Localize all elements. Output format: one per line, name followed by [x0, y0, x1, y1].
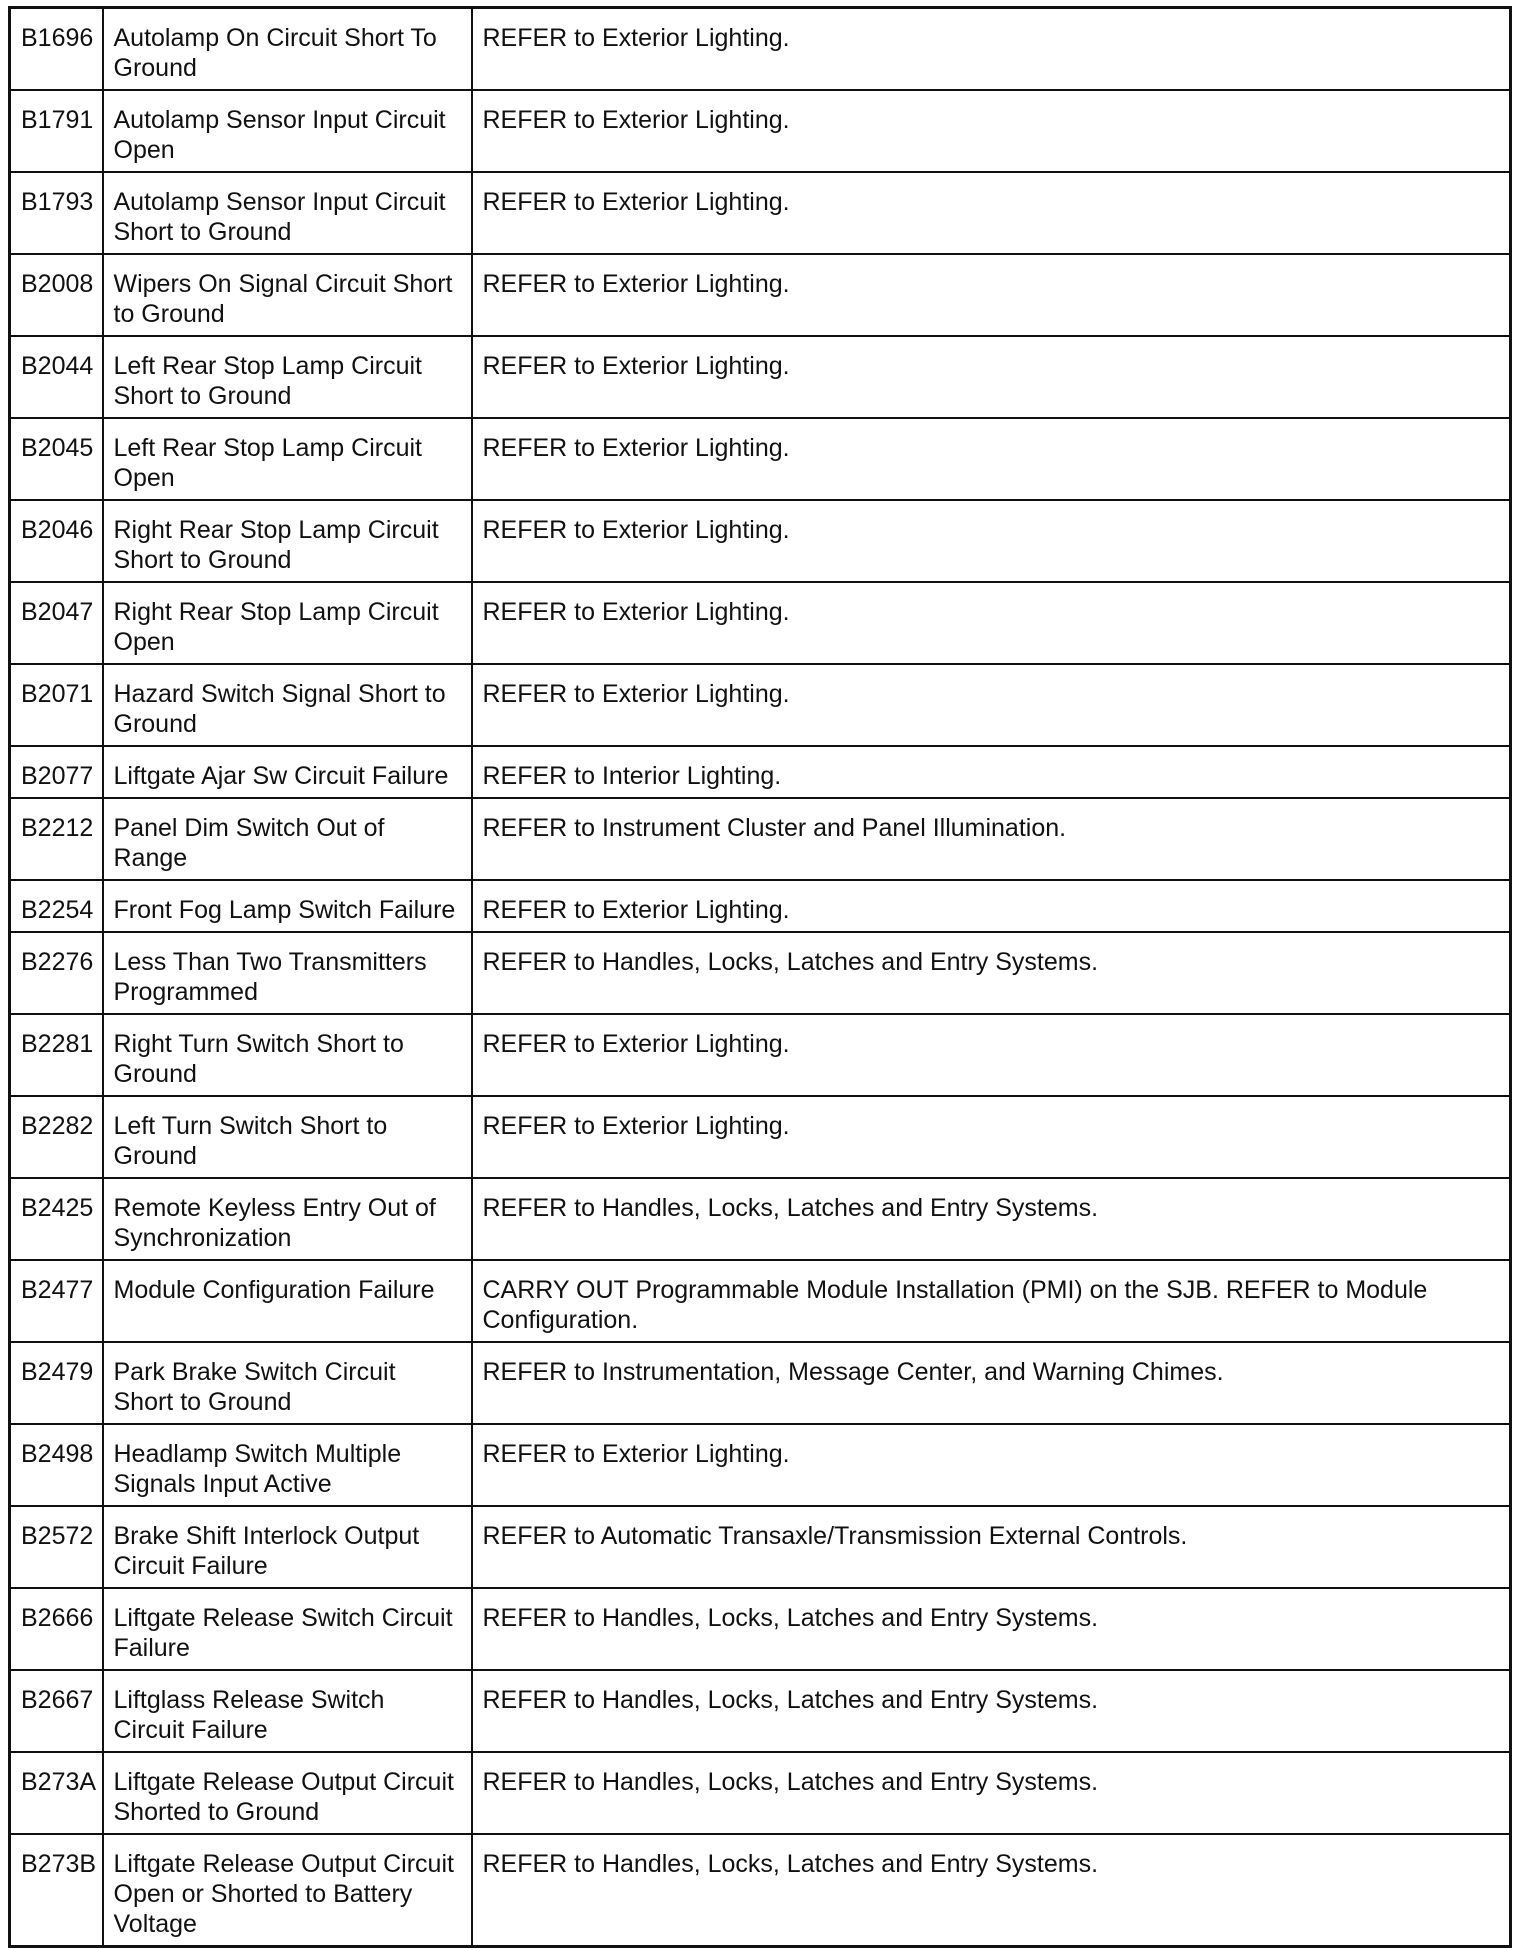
- dtc-action-cell: REFER to Handles, Locks, Latches and Entry Systems.: [472, 1670, 1511, 1752]
- dtc-description-cell: Right Rear Stop Lamp Circuit Short to Ground: [103, 500, 472, 582]
- dtc-description-cell: Panel Dim Switch Out of Range: [103, 798, 472, 880]
- dtc-description-cell: Right Rear Stop Lamp Circuit Open: [103, 582, 472, 664]
- dtc-description-cell: Brake Shift Interlock Output Circuit Failure: [103, 1506, 472, 1588]
- table-row: [10, 254, 1511, 336]
- dtc-description-cell: Autolamp On Circuit Short To Ground: [103, 8, 472, 91]
- dtc-description-cell: Hazard Switch Signal Short to Ground: [103, 664, 472, 746]
- dtc-action-cell: REFER to Instrument Cluster and Panel Illumination.: [472, 798, 1511, 880]
- dtc-code-cell: B2666: [10, 1588, 103, 1670]
- dtc-code-cell: B2282: [10, 1096, 103, 1178]
- table-row: [10, 418, 1511, 500]
- dtc-code-cell: B1791: [10, 90, 103, 172]
- table-row: [10, 336, 1511, 418]
- dtc-description-cell: Liftgate Release Switch Circuit Failure: [103, 1588, 472, 1670]
- dtc-action-cell: REFER to Exterior Lighting.: [472, 582, 1511, 664]
- dtc-description-cell: Headlamp Switch Multiple Signals Input Active: [103, 1424, 472, 1506]
- dtc-action-cell: REFER to Handles, Locks, Latches and Entry Systems.: [472, 932, 1511, 1014]
- dtc-action-cell: REFER to Exterior Lighting.: [472, 418, 1511, 500]
- dtc-action-cell: REFER to Instrumentation, Message Center, and Warning Chimes.: [472, 1342, 1511, 1424]
- table-row: [10, 90, 1511, 172]
- dtc-code-cell: B2572: [10, 1506, 103, 1588]
- dtc-code-cell: B2044: [10, 336, 103, 418]
- dtc-action-cell: REFER to Exterior Lighting.: [472, 254, 1511, 336]
- dtc-description-cell: Left Turn Switch Short to Ground: [103, 1096, 472, 1178]
- dtc-code-cell: B2276: [10, 932, 103, 1014]
- table-row: [10, 1260, 1511, 1342]
- dtc-table-body: [10, 8, 1511, 1947]
- table-row: [10, 1670, 1511, 1752]
- dtc-description-cell: Autolamp Sensor Input Circuit Short to Ground: [103, 172, 472, 254]
- dtc-table-frame: [8, 6, 1512, 1938]
- dtc-code-cell: B2077: [10, 746, 103, 798]
- dtc-description-cell: Park Brake Switch Circuit Short to Ground: [103, 1342, 472, 1424]
- dtc-action-cell: REFER to Exterior Lighting.: [472, 500, 1511, 582]
- dtc-description-cell: Front Fog Lamp Switch Failure: [103, 880, 472, 932]
- table-row: [10, 746, 1511, 798]
- dtc-action-cell: REFER to Exterior Lighting.: [472, 172, 1511, 254]
- dtc-description-cell: Liftglass Release Switch Circuit Failure: [103, 1670, 472, 1752]
- dtc-description-cell: Liftgate Release Output Circuit Shorted to Ground: [103, 1752, 472, 1834]
- dtc-action-cell: REFER to Handles, Locks, Latches and Entry Systems.: [472, 1588, 1511, 1670]
- table-row: [10, 798, 1511, 880]
- dtc-table: [8, 6, 1512, 1948]
- dtc-action-cell: REFER to Exterior Lighting.: [472, 664, 1511, 746]
- dtc-action-cell: REFER to Exterior Lighting.: [472, 1424, 1511, 1506]
- dtc-code-cell: B2071: [10, 664, 103, 746]
- table-row: [10, 1096, 1511, 1178]
- dtc-description-cell: Remote Keyless Entry Out of Synchronization: [103, 1178, 472, 1260]
- table-row: [10, 1014, 1511, 1096]
- dtc-code-cell: B2046: [10, 500, 103, 582]
- dtc-action-cell: REFER to Exterior Lighting.: [472, 336, 1511, 418]
- table-row: [10, 880, 1511, 932]
- table-row: [10, 1178, 1511, 1260]
- dtc-description-cell: Module Configuration Failure: [103, 1260, 472, 1342]
- dtc-code-cell: B2281: [10, 1014, 103, 1096]
- dtc-code-cell: B1696: [10, 8, 103, 91]
- table-row: [10, 172, 1511, 254]
- dtc-code-cell: B2498: [10, 1424, 103, 1506]
- dtc-code-cell: B1793: [10, 172, 103, 254]
- dtc-description-cell: Wipers On Signal Circuit Short to Ground: [103, 254, 472, 336]
- table-row: [10, 582, 1511, 664]
- dtc-description-cell: Liftgate Release Output Circuit Open or Shorted to Battery Voltage: [103, 1834, 472, 1947]
- dtc-action-cell: REFER to Exterior Lighting.: [472, 1096, 1511, 1178]
- dtc-action-cell: CARRY OUT Programmable Module Installation (PMI) on the SJB. REFER to Module Configuration.: [472, 1260, 1511, 1342]
- dtc-description-cell: Autolamp Sensor Input Circuit Open: [103, 90, 472, 172]
- dtc-action-cell: REFER to Handles, Locks, Latches and Entry Systems.: [472, 1178, 1511, 1260]
- dtc-code-cell: B2667: [10, 1670, 103, 1752]
- table-row: [10, 1506, 1511, 1588]
- dtc-action-cell: REFER to Exterior Lighting.: [472, 880, 1511, 932]
- dtc-code-cell: B273A: [10, 1752, 103, 1834]
- table-row: [10, 1342, 1511, 1424]
- dtc-action-cell: REFER to Handles, Locks, Latches and Entry Systems.: [472, 1752, 1511, 1834]
- dtc-code-cell: B2008: [10, 254, 103, 336]
- dtc-action-cell: REFER to Automatic Transaxle/Transmission External Controls.: [472, 1506, 1511, 1588]
- dtc-code-cell: B2047: [10, 582, 103, 664]
- dtc-description-cell: Left Rear Stop Lamp Circuit Short to Ground: [103, 336, 472, 418]
- table-row: [10, 1424, 1511, 1506]
- dtc-code-cell: B2477: [10, 1260, 103, 1342]
- dtc-code-cell: B2254: [10, 880, 103, 932]
- dtc-description-cell: Liftgate Ajar Sw Circuit Failure: [103, 746, 472, 798]
- dtc-description-cell: Left Rear Stop Lamp Circuit Open: [103, 418, 472, 500]
- dtc-code-cell: B2212: [10, 798, 103, 880]
- dtc-action-cell: REFER to Handles, Locks, Latches and Entry Systems.: [472, 1834, 1511, 1947]
- table-row: [10, 1588, 1511, 1670]
- dtc-code-cell: B273B: [10, 1834, 103, 1947]
- dtc-code-cell: B2045: [10, 418, 103, 500]
- dtc-description-cell: Right Turn Switch Short to Ground: [103, 1014, 472, 1096]
- table-row: [10, 1834, 1511, 1947]
- dtc-code-cell: B2479: [10, 1342, 103, 1424]
- table-row: [10, 932, 1511, 1014]
- dtc-code-cell: B2425: [10, 1178, 103, 1260]
- dtc-action-cell: REFER to Exterior Lighting.: [472, 90, 1511, 172]
- dtc-action-cell: REFER to Exterior Lighting.: [472, 8, 1511, 91]
- table-row: [10, 664, 1511, 746]
- dtc-action-cell: REFER to Interior Lighting.: [472, 746, 1511, 798]
- table-row: [10, 8, 1511, 91]
- table-row: [10, 1752, 1511, 1834]
- dtc-description-cell: Less Than Two Transmitters Programmed: [103, 932, 472, 1014]
- table-row: [10, 500, 1511, 582]
- dtc-action-cell: REFER to Exterior Lighting.: [472, 1014, 1511, 1096]
